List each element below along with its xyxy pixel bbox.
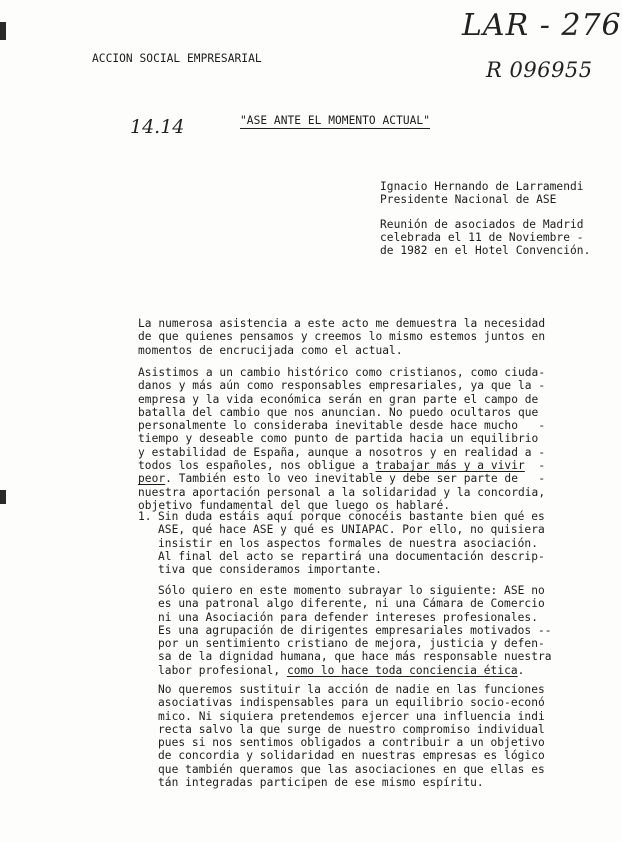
paragraph-4 (158, 584, 552, 677)
author-block (380, 180, 590, 257)
text-line: Asistimos a un cambio histórico como cristianos, como ciuda- (138, 366, 546, 379)
text-segment: todos los españoles, nos obligue a (138, 459, 376, 473)
underlined-phrase: como lo hace toda conciencia ética (286, 663, 518, 677)
text-line: tiempo y deseable como punto de partida hacia un equilibrio (138, 432, 539, 446)
text-line: tán integradas participen de ese mismo espíritu. (158, 776, 484, 790)
text-line: Es una agrupación de dirigentes empresariales motivados -- (158, 623, 552, 637)
document-title (240, 114, 430, 127)
text-line: asociativas indispensables para un equilibrio socio-econó (158, 696, 545, 710)
paragraph-3 (158, 510, 545, 576)
margin-note: 14.14 (130, 116, 185, 138)
text-line: momentos de encrucijada como el actual. (138, 343, 403, 357)
text-line: batalla del cambio que nos anuncian. No puedo ocultaros que (138, 405, 539, 419)
event-line: de 1982 en el Hotel Convención. (380, 244, 591, 258)
text-segment: - (524, 459, 546, 473)
punch-hole-mark (0, 22, 6, 40)
text-line: Al final del acto se repartirá una documentación descrip- (158, 549, 545, 563)
text-line: danos y más aún como responsables empresariales, ya que la - (138, 379, 546, 393)
organization-heading: ACCION SOCIAL EMPRESARIAL (92, 52, 262, 65)
text-segment: . (517, 663, 525, 677)
author-role: Presidente Nacional de ASE (380, 193, 557, 207)
list-number: 1. (138, 510, 152, 523)
archive-reference: R 096955 (486, 58, 593, 82)
underlined-phrase: peor (138, 472, 166, 486)
text-line: empresa y la vida económica serán en gran parte el campo de (138, 392, 539, 406)
text-line: Sólo quiero en este momento subrayar lo siguiente: ASE no (158, 584, 545, 597)
text-line: mico. Ni siquiera pretendemos ejercer una influencia indi (158, 709, 545, 723)
text-line: No queremos sustituir la acción de nadie en las funciones (158, 683, 545, 696)
text-line: Sin duda estáis aquí porque conocéis bastante bien qué es (158, 510, 545, 523)
text-line: pues si nos sentimos obligados a contribuir a un objetivo (158, 736, 545, 750)
title-underline (240, 128, 430, 129)
text-line: tiva que consideramos importante. (158, 563, 382, 577)
document-title-text: "ASE ANTE EL MOMENTO ACTUAL" (240, 114, 430, 127)
text-segment: . También esto lo veo inevitable y debe ser parte de - (165, 472, 546, 486)
text-line: personalmente lo consideraba inevitable desde hace mucho - (138, 419, 546, 433)
text-line: objetivo fundamental del que luego os hablaré. (138, 498, 451, 512)
text-line: de que quienes pensamos y creemos lo mismo estemos juntos en (138, 330, 546, 344)
event-line: celebrada el 11 de Noviembre - (380, 230, 584, 244)
text-line: es una patronal algo diferente, ni una Cámara de Comercio (158, 597, 545, 611)
author-name: Ignacio Hernando de Larramendi (380, 180, 584, 193)
text-line: por un sentimiento cristiano de mejora, justicia y defen- (158, 637, 545, 651)
paragraph-5 (158, 683, 545, 789)
text-line: ASE, qué hace ASE y qué es UNIAPAC. Por ello, no quisiera (158, 523, 545, 537)
event-line: Reunión de asociados de Madrid (380, 217, 584, 231)
text-segment: labor profesional, (158, 663, 287, 677)
text-line: insistir en los aspectos formales de nuestra asociación. (158, 536, 538, 550)
text-line: que también queramos que las asociaciones en que ellas es (158, 762, 545, 776)
text-line: y estabilidad de España, aunque a nosotros y en realidad a - (138, 445, 546, 459)
text-line: recta salvo la que surge de nuestro compromiso individual (158, 722, 545, 736)
archive-code: LAR - 276 (462, 8, 622, 43)
punch-hole-mark (0, 490, 6, 504)
text-line (138, 472, 545, 485)
text-line: sa de la dignidad humana, que hace más responsable nuestra (158, 650, 552, 664)
text-line: ni una Asociación para defender intereses profesionales. (158, 610, 538, 624)
text-line: nuestra aportación personal a la solidaridad y la concordia, (138, 485, 546, 499)
text-line (158, 664, 552, 677)
text-line (138, 459, 545, 472)
text-line: La numerosa asistencia a este acto me demuestra la necesidad (138, 317, 546, 330)
paragraph-2 (138, 366, 545, 512)
paragraph-1 (138, 317, 545, 357)
underlined-phrase: trabajar más y a vivir (375, 459, 525, 473)
text-line: de concordia y solidaridad en nuestras empresas es lógico (158, 749, 545, 763)
